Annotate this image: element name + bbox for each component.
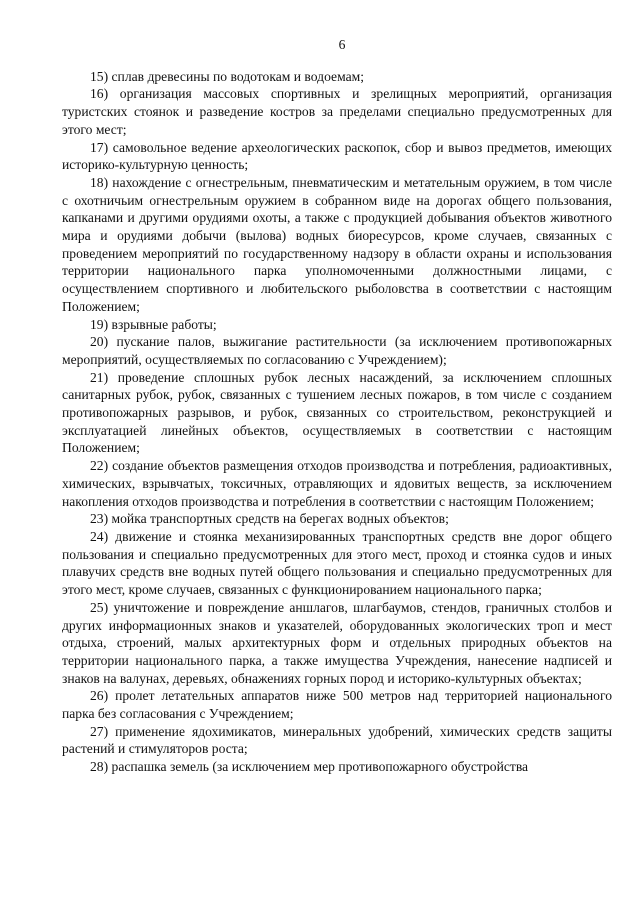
list-item-27: 27) применение ядохимикатов, минеральных удобрений, химических средств защиты растений и стимуляторов роста; [62, 723, 612, 757]
list-item-18: 18) нахождение с огнестрельным, пневматическим и метательным оружием, в том числе с охотничьим огнестрельным оружием в собранном виде на дорогах общего пользования, капканами и другими орудиями охоты, а также с продукцией добывания объектов животного мира и орудиями добычи (вылова) водных биоресурсов, кроме случаев, связанных с проведением мероприятий по государственному надзору в области охраны и использования территории национального парка уполномоченными должностными лицами, с осуществлением спортивного и любительского рыболовства в соответствии с настоящим Положением; [62, 174, 612, 314]
list-item-19: 19) взрывные работы; [90, 316, 217, 332]
list-item-24: 24) движение и стоянка механизированных транспортных средств вне дорог общего пользования и специально предусмотренных для этого мест, проход и стоянка судов и иных плавучих средств вне водных путей общего пользования и специально предусмотренных для этого мест, кроме случаев, связанных с функционированием национального парка; [62, 528, 612, 598]
list-item-20: 20) пускание палов, выжигание растительности (за исключением противопожарных мероприятий, осуществляемых по согласованию с Учреждением); [62, 334, 612, 367]
list-item-26: 26) пролет летательных аппаратов ниже 500 метров над территорией национального парка без согласования с Учреждением; [62, 688, 612, 722]
list-item-15: 15) сплав древесины по водотокам и водоемам; [90, 68, 364, 84]
list-item-22: 22) создание объектов размещения отходов производства и потребления, радиоактивных, химических, взрывчатых, токсичных, отравляющих и ядовитых веществ, за исключением накопления отходов производства и потребления в соответствии с настоящим Положением; [62, 458, 612, 509]
list-item-25: 25) уничтожение и повреждение аншлагов, шлагбаумов, стендов, граничных столбов и других информационных знаков и указателей, оборудованных экологических троп и мест отдыха, строений, малых архитектурных форм и отдельных природных объектов на территории национального парка, а также имущества Учреждения, нанесение надписей и знаков на валунах, деревьях, обнажениях горных пород и историко-культурных объектах; [62, 599, 612, 686]
list-item-17: 17) самовольное ведение археологических раскопок, сбор и вывоз предметов, имеющих историко-культурную ценность; [62, 139, 612, 173]
list-item-16: 16) организация массовых спортивных и зрелищных мероприятий, организация туристских стоянок и разведение костров за пределами специально предусмотренных для этого мест; [62, 86, 612, 137]
page-number: 6 [338, 37, 346, 52]
list-item-21: 21) проведение сплошных рубок лесных насаждений, за исключением сплошных санитарных рубок, рубок, связанных с тушением лесных пожаров, в том числе с созданием противопожарных разрывов, и рубок, связанных со строительством, реконструкцией и эксплуатацией линейных объектов, осуществляемых в соответствии с настоящим Положением; [62, 369, 612, 456]
list-item-23: 23) мойка транспортных средств на берегах водных объектов; [90, 511, 449, 527]
list-item-28: 28) распашка земель (за исключением мер противопожарного обустройства [90, 759, 529, 775]
